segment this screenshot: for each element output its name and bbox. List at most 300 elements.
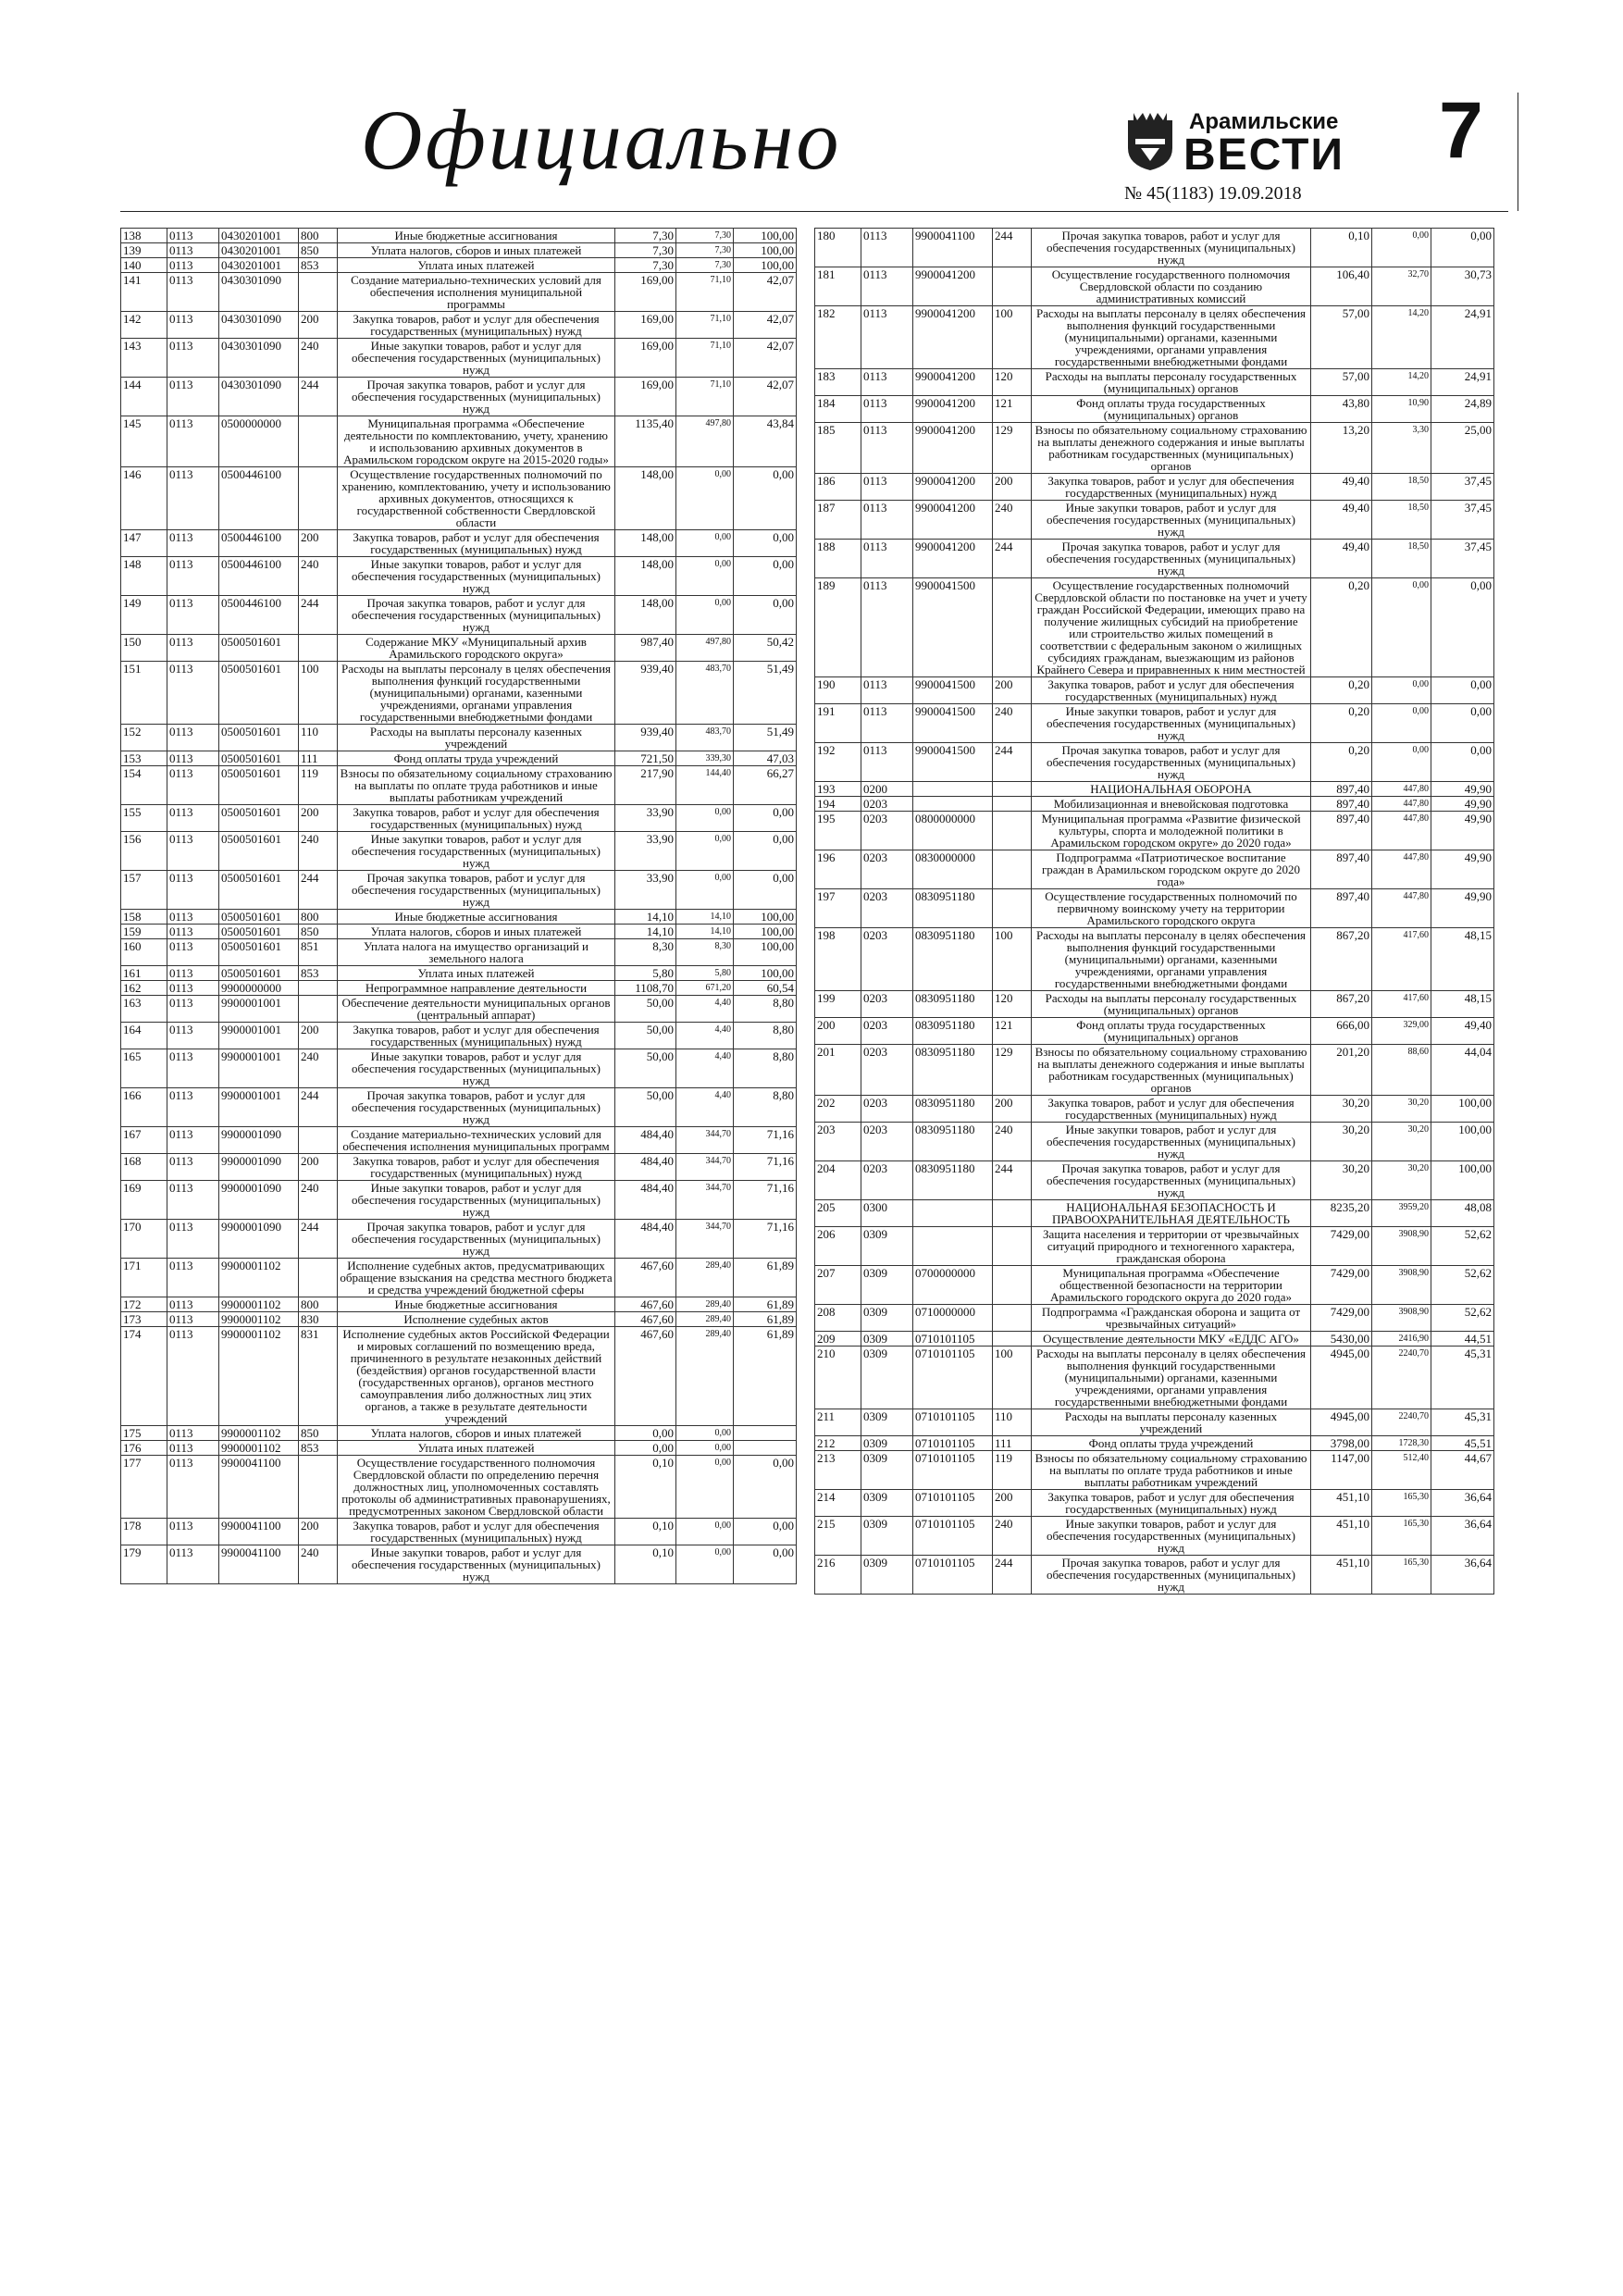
executed-amount: 30,20 [1372, 1123, 1431, 1161]
planned-amount: 169,00 [615, 339, 676, 378]
target-article-code: 9900001001 [219, 1023, 299, 1049]
target-article-code: 9900001090 [219, 1220, 299, 1259]
target-article-code: 0430201001 [219, 243, 299, 258]
executed-amount: 344,70 [676, 1181, 734, 1220]
expense-type-code [993, 1200, 1032, 1227]
section-code: 0113 [167, 910, 219, 925]
row-number: 176 [121, 1441, 167, 1456]
executed-amount: 14,10 [676, 910, 734, 925]
item-description: Осуществление государственных полномочий по хранению, комплектованию, учету и использованию архивных документов, относящихся к государственной собственности Свердловской области [338, 467, 615, 530]
item-description: Взносы по обязательному социальному страхованию на выплаты денежного содержания и иные выплаты работникам государственных (муниципальных) органов [1032, 423, 1311, 474]
execution-percent: 49,40 [1431, 1018, 1494, 1045]
executed-amount: 671,20 [676, 981, 734, 996]
expense-type-code: 244 [993, 540, 1032, 578]
executed-amount: 0,00 [676, 530, 734, 557]
table-row [121, 832, 797, 871]
executed-amount: 165,30 [1372, 1556, 1431, 1595]
execution-percent: 49,90 [1431, 850, 1494, 889]
executed-amount: 0,00 [676, 1426, 734, 1441]
target-article-code: 0700000000 [913, 1266, 993, 1305]
execution-percent: 50,42 [734, 635, 797, 662]
item-description: Уплата налога на имущество организаций и земельного налога [338, 939, 615, 966]
planned-amount: 0,10 [1311, 229, 1372, 267]
execution-percent: 61,89 [734, 1327, 797, 1426]
section-code: 0113 [167, 1426, 219, 1441]
item-description: Закупка товаров, работ и услуг для обеспечения государственных (муниципальных) нужд [338, 1154, 615, 1181]
table-row [121, 1297, 797, 1312]
executed-amount: 14,20 [1372, 306, 1431, 369]
execution-percent: 0,00 [1431, 677, 1494, 704]
planned-amount: 14,10 [615, 910, 676, 925]
section-code: 0113 [167, 805, 219, 832]
section-code: 0113 [167, 925, 219, 939]
table-row [121, 1312, 797, 1327]
table-row [121, 910, 797, 925]
target-article-code: 0710101105 [913, 1490, 993, 1517]
expense-type-code: 100 [993, 1347, 1032, 1409]
item-description: Иные закупки товаров, работ и услуг для обеспечения государственных (муниципальных) нужд [1032, 704, 1311, 743]
expense-type-code: 111 [299, 751, 338, 766]
planned-amount: 451,10 [1311, 1556, 1372, 1595]
section-code: 0309 [861, 1409, 913, 1436]
execution-percent: 8,80 [734, 996, 797, 1023]
item-description: Закупка товаров, работ и услуг для обеспечения государственных (муниципальных) нужд [338, 805, 615, 832]
planned-amount: 4945,00 [1311, 1409, 1372, 1436]
target-article-code: 9900001090 [219, 1127, 299, 1154]
section-code: 0113 [167, 996, 219, 1023]
execution-percent: 0,00 [1431, 578, 1494, 677]
planned-amount: 33,90 [615, 832, 676, 871]
row-number: 190 [815, 677, 861, 704]
left-table-column [120, 228, 796, 1584]
item-description: Расходы на выплаты персоналу казенных учреждений [338, 725, 615, 751]
item-description: Расходы на выплаты персоналу в целях обеспечения выполнения функций государственными (муниципальными) органами, казенными учреждениями, органами управления государственными внебюджетными фондами [1032, 1347, 1311, 1409]
execution-percent: 49,90 [1431, 889, 1494, 928]
execution-percent: 100,00 [1431, 1123, 1494, 1161]
table-row [121, 243, 797, 258]
expense-type-code [299, 1456, 338, 1519]
executed-amount: 30,20 [1372, 1096, 1431, 1123]
executed-amount: 18,50 [1372, 501, 1431, 540]
expense-type-code: 853 [299, 1441, 338, 1456]
expense-type-code [993, 850, 1032, 889]
table-row [121, 1154, 797, 1181]
expense-type-code: 121 [993, 1018, 1032, 1045]
target-article-code: 0710101105 [913, 1347, 993, 1409]
table-row [815, 1096, 1494, 1123]
execution-percent: 24,91 [1431, 306, 1494, 369]
planned-amount: 50,00 [615, 1049, 676, 1088]
table-row [121, 766, 797, 805]
table-row [815, 889, 1494, 928]
expense-type-code [299, 996, 338, 1023]
item-description: Осуществление деятельности МКУ «ЕДДС АГО» [1032, 1332, 1311, 1347]
executed-amount: 447,80 [1372, 812, 1431, 850]
execution-percent: 45,51 [1431, 1436, 1494, 1451]
table-row [815, 797, 1494, 812]
item-description: Закупка товаров, работ и услуг для обеспечения государственных (муниципальных) нужд [338, 1023, 615, 1049]
target-article-code: 9900000000 [219, 981, 299, 996]
table-row [121, 273, 797, 312]
row-number: 189 [815, 578, 861, 677]
table-row [121, 1441, 797, 1456]
table-row [121, 966, 797, 981]
item-description: Уплата иных платежей [338, 1441, 615, 1456]
row-number: 204 [815, 1161, 861, 1200]
item-description: Создание материально-технических условий для обеспечения исполнения муниципальной программы [338, 273, 615, 312]
table-row [815, 1347, 1494, 1409]
item-description: Закупка товаров, работ и услуг для обеспечения государственных (муниципальных) нужд [1032, 1490, 1311, 1517]
item-description: НАЦИОНАЛЬНАЯ ОБОРОНА [1032, 782, 1311, 797]
executed-amount: 4,40 [676, 1049, 734, 1088]
expense-type-code: 244 [299, 596, 338, 635]
expense-type-code: 200 [993, 1490, 1032, 1517]
planned-amount: 30,20 [1311, 1161, 1372, 1200]
expense-type-code: 120 [993, 991, 1032, 1018]
expense-type-code: 831 [299, 1327, 338, 1426]
target-article-code: 9900001102 [219, 1297, 299, 1312]
planned-amount: 0,20 [1311, 578, 1372, 677]
table-row [121, 530, 797, 557]
expense-type-code: 200 [993, 474, 1032, 501]
execution-percent: 0,00 [734, 832, 797, 871]
row-number: 158 [121, 910, 167, 925]
item-description: Закупка товаров, работ и услуг для обеспечения государственных (муниципальных) нужд [338, 1519, 615, 1545]
execution-percent: 36,64 [1431, 1556, 1494, 1595]
item-description: Фонд оплаты труда учреждений [1032, 1436, 1311, 1451]
execution-percent: 37,45 [1431, 474, 1494, 501]
row-number: 141 [121, 273, 167, 312]
item-description: Прочая закупка товаров, работ и услуг для обеспечения государственных (муниципальных) нужд [1032, 229, 1311, 267]
executed-amount: 483,70 [676, 662, 734, 725]
section-code: 0113 [167, 635, 219, 662]
executed-amount: 447,80 [1372, 889, 1431, 928]
executed-amount: 497,80 [676, 416, 734, 467]
table-row [121, 751, 797, 766]
expense-type-code: 120 [993, 369, 1032, 396]
expense-type-code: 200 [299, 1023, 338, 1049]
item-description: Уплата иных платежей [338, 258, 615, 273]
section-code: 0113 [167, 339, 219, 378]
executed-amount: 88,60 [1372, 1045, 1431, 1096]
row-number: 153 [121, 751, 167, 766]
section-code: 0113 [167, 229, 219, 243]
row-number: 138 [121, 229, 167, 243]
expense-type-code: 119 [993, 1451, 1032, 1490]
expense-type-code [993, 782, 1032, 797]
table-row [815, 704, 1494, 743]
planned-amount: 467,60 [615, 1327, 676, 1426]
executed-amount: 289,40 [676, 1259, 734, 1297]
executed-amount: 14,20 [1372, 369, 1431, 396]
target-article-code: 0830951180 [913, 1123, 993, 1161]
execution-percent: 44,04 [1431, 1045, 1494, 1096]
row-number: 177 [121, 1456, 167, 1519]
table-row [121, 258, 797, 273]
table-row [121, 312, 797, 339]
target-article-code [913, 797, 993, 812]
item-description: Иные бюджетные ассигнования [338, 910, 615, 925]
expense-type-code [993, 1305, 1032, 1332]
row-number: 188 [815, 540, 861, 578]
execution-percent: 100,00 [734, 258, 797, 273]
row-number: 156 [121, 832, 167, 871]
table-row [815, 991, 1494, 1018]
target-article-code: 0710101105 [913, 1451, 993, 1490]
item-description: Иные закупки товаров, работ и услуг для обеспечения государственных (муниципальных) нужд [338, 1181, 615, 1220]
row-number: 200 [815, 1018, 861, 1045]
row-number: 209 [815, 1332, 861, 1347]
executed-amount: 0,00 [1372, 578, 1431, 677]
item-description: Фонд оплаты труда государственных (муниципальных) органов [1032, 396, 1311, 423]
executed-amount: 2240,70 [1372, 1409, 1431, 1436]
executed-amount: 0,00 [676, 1519, 734, 1545]
executed-amount: 512,40 [1372, 1451, 1431, 1490]
expense-type-code [993, 578, 1032, 677]
row-number: 196 [815, 850, 861, 889]
execution-percent: 42,07 [734, 378, 797, 416]
section-code: 0113 [167, 1154, 219, 1181]
executed-amount: 0,00 [676, 805, 734, 832]
item-description: Закупка товаров, работ и услуг для обеспечения государственных (муниципальных) нужд [338, 312, 615, 339]
planned-amount: 30,20 [1311, 1123, 1372, 1161]
executed-amount: 0,00 [1372, 704, 1431, 743]
expense-type-code: 240 [299, 1049, 338, 1088]
section-code: 0309 [861, 1436, 913, 1451]
row-number: 185 [815, 423, 861, 474]
executed-amount: 289,40 [676, 1297, 734, 1312]
table-row [121, 1456, 797, 1519]
planned-amount: 148,00 [615, 467, 676, 530]
row-number: 163 [121, 996, 167, 1023]
expense-type-code: 850 [299, 1426, 338, 1441]
planned-amount: 7429,00 [1311, 1227, 1372, 1266]
table-row [121, 725, 797, 751]
section-code: 0113 [861, 267, 913, 306]
row-number: 197 [815, 889, 861, 928]
planned-amount: 57,00 [1311, 306, 1372, 369]
planned-amount: 148,00 [615, 596, 676, 635]
item-description: Прочая закупка товаров, работ и услуг для обеспечения государственных (муниципальных) нужд [1032, 743, 1311, 782]
row-number: 186 [815, 474, 861, 501]
item-description: Прочая закупка товаров, работ и услуг для обеспечения государственных (муниципальных) нужд [338, 1088, 615, 1127]
row-number: 179 [121, 1545, 167, 1584]
expense-type-code: 240 [299, 1181, 338, 1220]
table-row [121, 1426, 797, 1441]
expense-type-code: 240 [993, 1517, 1032, 1556]
target-article-code: 0500446100 [219, 467, 299, 530]
row-number: 172 [121, 1297, 167, 1312]
planned-amount: 49,40 [1311, 474, 1372, 501]
planned-amount: 169,00 [615, 378, 676, 416]
section-code: 0113 [167, 1127, 219, 1154]
section-code: 0203 [861, 991, 913, 1018]
expense-type-code [993, 1332, 1032, 1347]
section-code: 0113 [167, 766, 219, 805]
execution-percent: 48,15 [1431, 928, 1494, 991]
row-number: 191 [815, 704, 861, 743]
planned-amount: 867,20 [1311, 991, 1372, 1018]
row-number: 193 [815, 782, 861, 797]
execution-percent: 44,67 [1431, 1451, 1494, 1490]
item-description: Взносы по обязательному социальному страхованию на выплаты денежного содержания и иные выплаты работникам государственных (муниципальных) органов [1032, 1045, 1311, 1096]
expense-type-code [299, 1127, 338, 1154]
table-row [815, 1018, 1494, 1045]
table-row [121, 925, 797, 939]
planned-amount: 467,60 [615, 1297, 676, 1312]
target-article-code: 9900041200 [913, 474, 993, 501]
row-number: 203 [815, 1123, 861, 1161]
row-number: 139 [121, 243, 167, 258]
expense-type-code: 800 [299, 229, 338, 243]
expense-type-code: 200 [299, 530, 338, 557]
expense-type-code: 800 [299, 910, 338, 925]
section-code: 0113 [167, 939, 219, 966]
section-code: 0113 [167, 1297, 219, 1312]
item-description: Исполнение судебных актов Российской Федерации и мировых соглашений по возмещению вреда, причиненного в результате незаконных действий (бездействия) органов государственной власти (государственных органов), органов местного самоуправления либо должностных лиц этих органов, а также в результате деятельности учреждений [338, 1327, 615, 1426]
executed-amount: 0,00 [676, 467, 734, 530]
row-number: 212 [815, 1436, 861, 1451]
execution-percent: 100,00 [1431, 1096, 1494, 1123]
planned-amount: 1108,70 [615, 981, 676, 996]
row-number: 143 [121, 339, 167, 378]
expense-type-code: 200 [299, 312, 338, 339]
section-code: 0113 [167, 596, 219, 635]
planned-amount: 106,40 [1311, 267, 1372, 306]
expense-type-code [299, 416, 338, 467]
target-article-code: 0500501601 [219, 766, 299, 805]
target-article-code: 9900001102 [219, 1327, 299, 1426]
execution-percent: 48,08 [1431, 1200, 1494, 1227]
table-row [815, 306, 1494, 369]
executed-amount: 329,00 [1372, 1018, 1431, 1045]
section-code: 0113 [167, 1023, 219, 1049]
executed-amount: 0,00 [1372, 229, 1431, 267]
table-row [815, 540, 1494, 578]
expense-type-code: 244 [299, 1220, 338, 1259]
target-article-code: 0800000000 [913, 812, 993, 850]
target-article-code: 9900041500 [913, 743, 993, 782]
executed-amount: 0,00 [676, 832, 734, 871]
row-number: 150 [121, 635, 167, 662]
table-row [121, 1545, 797, 1584]
section-code: 0203 [861, 1161, 913, 1200]
section-code: 0113 [861, 474, 913, 501]
expense-type-code: 200 [993, 677, 1032, 704]
execution-percent: 30,73 [1431, 267, 1494, 306]
execution-percent: 37,45 [1431, 540, 1494, 578]
row-number: 142 [121, 312, 167, 339]
planned-amount: 7429,00 [1311, 1305, 1372, 1332]
item-description: Подпрограмма «Патриотическое воспитание граждан в Арамильском городском округе до 2020 года» [1032, 850, 1311, 889]
execution-percent: 0,00 [734, 1545, 797, 1584]
execution-percent: 71,16 [734, 1220, 797, 1259]
executed-amount: 339,30 [676, 751, 734, 766]
section-code: 0203 [861, 1045, 913, 1096]
section-code: 0113 [167, 243, 219, 258]
table-row [815, 812, 1494, 850]
target-article-code: 0500000000 [219, 416, 299, 467]
item-description: Прочая закупка товаров, работ и услуг для обеспечения государственных (муниципальных) нужд [338, 871, 615, 910]
section-code: 0113 [861, 229, 913, 267]
expense-type-code [993, 1266, 1032, 1305]
target-article-code: 0500501601 [219, 910, 299, 925]
section-code: 0113 [167, 966, 219, 981]
execution-percent: 47,03 [734, 751, 797, 766]
planned-amount: 451,10 [1311, 1517, 1372, 1556]
row-number: 178 [121, 1519, 167, 1545]
planned-amount: 939,40 [615, 725, 676, 751]
row-number: 144 [121, 378, 167, 416]
row-number: 170 [121, 1220, 167, 1259]
expense-type-code: 853 [299, 258, 338, 273]
execution-percent: 61,89 [734, 1259, 797, 1297]
execution-percent: 100,00 [734, 229, 797, 243]
page-header [0, 0, 1623, 222]
item-description: Осуществление государственных полномочий Свердловской области по постановке на учет и учету граждан Российской Федерации, имеющих право на получение жилищных субсидий на приобретение или строительство жилых помещений в соответствии с федеральным законом о жилищных субсидиях гражданам, выезжающим из районов Крайнего Севера и приравненных к ним местностей [1032, 578, 1311, 677]
expense-type-code: 100 [299, 662, 338, 725]
section-code: 0113 [167, 871, 219, 910]
target-article-code: 9900041200 [913, 501, 993, 540]
table-row [815, 1305, 1494, 1332]
row-number: 162 [121, 981, 167, 996]
target-article-code: 0430301090 [219, 312, 299, 339]
executed-amount: 3908,90 [1372, 1305, 1431, 1332]
expense-type-code [299, 467, 338, 530]
table-row [121, 635, 797, 662]
section-code: 0309 [861, 1266, 913, 1305]
expense-type-code: 240 [993, 1123, 1032, 1161]
execution-percent: 71,16 [734, 1154, 797, 1181]
table-row [815, 423, 1494, 474]
planned-amount: 14,10 [615, 925, 676, 939]
section-code: 0113 [167, 378, 219, 416]
execution-percent: 100,00 [734, 966, 797, 981]
executed-amount: 0,00 [1372, 743, 1431, 782]
row-number: 166 [121, 1088, 167, 1127]
execution-percent: 0,00 [1431, 743, 1494, 782]
item-description: Содержание МКУ «Муниципальный архив Арамильского городского округа» [338, 635, 615, 662]
section-code: 0203 [861, 1096, 913, 1123]
item-description: Фонд оплаты труда государственных (муниципальных) органов [1032, 1018, 1311, 1045]
section-code: 0309 [861, 1305, 913, 1332]
planned-amount: 467,60 [615, 1259, 676, 1297]
execution-percent: 42,07 [734, 273, 797, 312]
target-article-code: 9900001102 [219, 1426, 299, 1441]
section-code: 0113 [167, 1181, 219, 1220]
planned-amount: 49,40 [1311, 501, 1372, 540]
row-number: 205 [815, 1200, 861, 1227]
table-row [815, 1409, 1494, 1436]
item-description: Прочая закупка товаров, работ и услуг для обеспечения государственных (муниципальных) нужд [338, 596, 615, 635]
execution-percent: 37,45 [1431, 501, 1494, 540]
planned-amount: 0,20 [1311, 743, 1372, 782]
execution-percent: 52,62 [1431, 1227, 1494, 1266]
execution-percent: 25,00 [1431, 423, 1494, 474]
table-row [815, 229, 1494, 267]
planned-amount: 484,40 [615, 1154, 676, 1181]
row-number: 213 [815, 1451, 861, 1490]
planned-amount: 8235,20 [1311, 1200, 1372, 1227]
section-code: 0113 [167, 557, 219, 596]
table-row [121, 1088, 797, 1127]
expense-type-code [993, 797, 1032, 812]
item-description: Фонд оплаты труда учреждений [338, 751, 615, 766]
target-article-code: 9900041200 [913, 396, 993, 423]
execution-percent: 52,62 [1431, 1266, 1494, 1305]
row-number: 152 [121, 725, 167, 751]
row-number: 157 [121, 871, 167, 910]
